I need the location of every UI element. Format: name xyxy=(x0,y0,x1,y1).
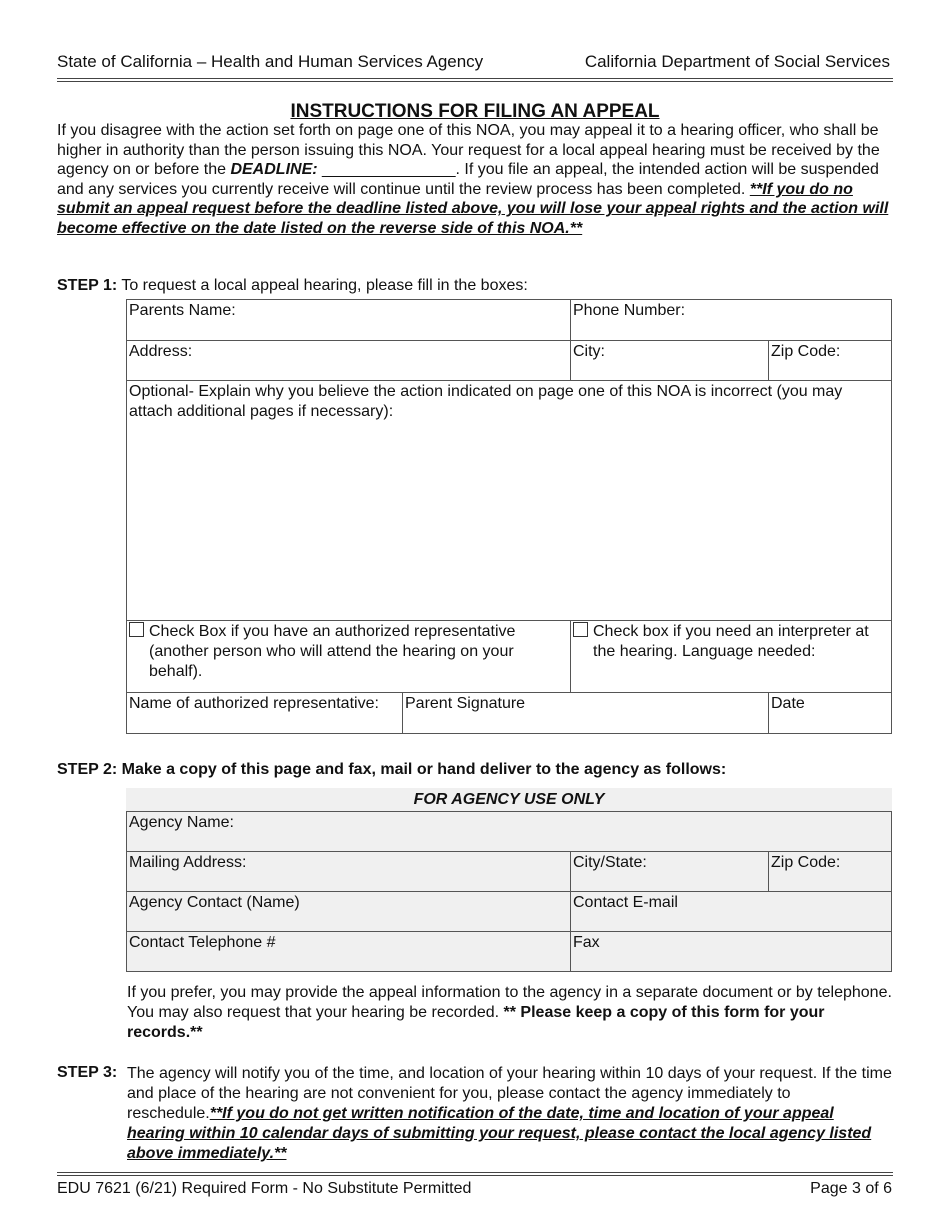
step2-heading: STEP 2: Make a copy of this page and fax, mail or hand deliver to the agency as follows: xyxy=(57,761,727,778)
step1-heading: STEP 1: To request a local appeal hearing, please fill in the boxes: xyxy=(57,277,528,294)
agency-contact-field[interactable]: Agency Contact (Name) xyxy=(126,891,571,932)
date-field[interactable]: Date xyxy=(768,692,892,734)
header-agency: State of California – Health and Human Services Agency xyxy=(57,52,484,71)
contact-email-field[interactable]: Contact E-mail xyxy=(570,891,892,932)
contact-telephone-field[interactable]: Contact Telephone # xyxy=(126,931,571,972)
address-field[interactable]: Address: xyxy=(126,340,571,381)
footer-rule-2 xyxy=(57,1175,893,1176)
interpreter-checkbox-cell: Check box if you need an interpreter at the hearing. Language needed: xyxy=(570,620,892,693)
step3-label: STEP 3: xyxy=(57,1064,118,1081)
representative-checkbox[interactable] xyxy=(129,622,144,637)
zip-code-field[interactable]: Zip Code: xyxy=(768,340,892,381)
parents-name-field[interactable]: Parents Name: xyxy=(126,299,571,341)
mailing-address-field[interactable]: Mailing Address: xyxy=(126,851,571,892)
fax-field[interactable]: Fax xyxy=(570,931,892,972)
agency-use-header: FOR AGENCY USE ONLY xyxy=(126,788,892,811)
footer-page-number: Page 3 of 6 xyxy=(810,1180,892,1197)
agency-name-field[interactable]: Agency Name: xyxy=(126,811,892,852)
parent-signature-field[interactable]: Parent Signature xyxy=(402,692,769,734)
footer-rule xyxy=(57,1172,893,1173)
explanation-field[interactable]: Optional- Explain why you believe the action indicated on page one of this NOA is incorrect (you may attach additional pages if necessary): xyxy=(126,380,892,621)
representative-checkbox-cell: Check Box if you have an authorized representative (another person who will attend the hearing on your behalf). xyxy=(126,620,571,693)
page-title: INSTRUCTIONS FOR FILING AN APPEAL xyxy=(290,101,660,122)
step3-text: The agency will notify you of the time, and location of your hearing within 10 days of your request. If the time and place of the hearing are not convenient for you, please contact the agency immediately to reschedule.**If you do not get written notification of the date, time and location of your appeal hearing within 10 calendar days of submitting your request, please contact the local agency listed above immediately.** xyxy=(127,1065,892,1162)
representative-name-field[interactable]: Name of authorized representative: xyxy=(126,692,403,734)
header-department: California Department of Social Services xyxy=(584,52,890,71)
intro-paragraph: If you disagree with the action set forth on page one of this NOA, you may appeal it to a hearing officer, who shall be higher in authority than the person issuing this NOA. Your request for a local appeal hearing must be received by the agency on or before the DEADLINE: _______________. If you file an appeal, the intended action will be suspended and any services you currently receive will continue until the review process has been completed. **If you do no submit an appeal request before the deadline listed above, you will lose your appeal rights and the action will become effective on the date listed on the reverse side of this NOA.** xyxy=(57,122,889,237)
city-field[interactable]: City: xyxy=(570,340,769,381)
interpreter-checkbox[interactable] xyxy=(573,622,588,637)
footer-form-id: EDU 7621 (6/21) Required Form - No Substitute Permitted xyxy=(57,1180,472,1197)
city-state-field[interactable]: City/State: xyxy=(570,851,769,892)
header-rule xyxy=(57,78,893,79)
agency-zip-field[interactable]: Zip Code: xyxy=(768,851,892,892)
phone-number-field[interactable]: Phone Number: xyxy=(570,299,892,341)
step2-note: If you prefer, you may provide the appeal information to the agency in a separate document or by telephone. You may also request that your hearing be recorded. ** Please keep a copy of this form for your records.** xyxy=(127,984,892,1041)
header-rule-2 xyxy=(57,81,893,82)
